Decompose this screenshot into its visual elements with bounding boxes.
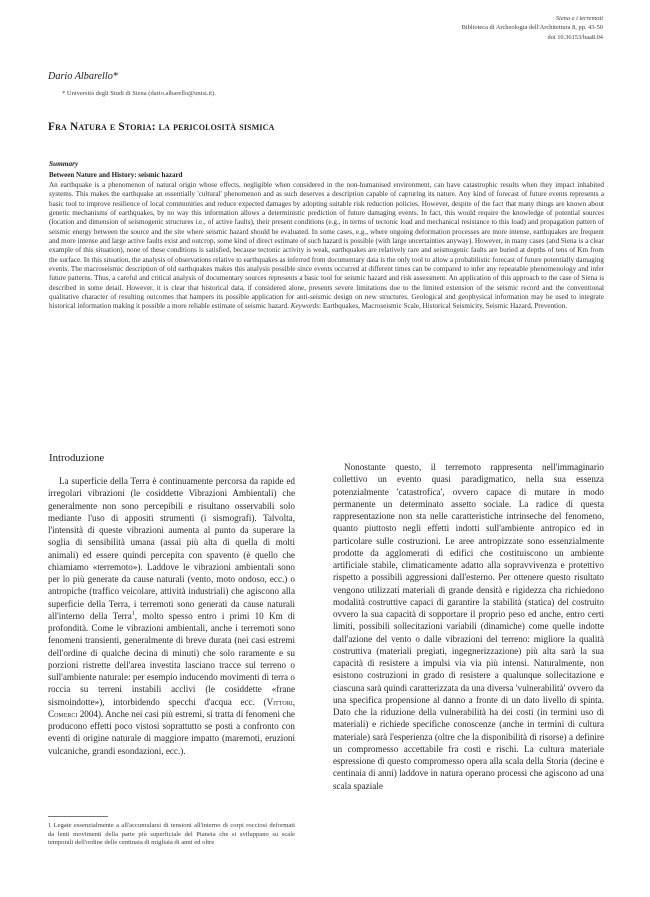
- summary-subtitle: Between Nature and History: seismic hazard: [49, 171, 183, 179]
- doi: doi 10.36153/baa8.04: [547, 33, 603, 41]
- paragraph: Nonostante questo, il terremoto rappresenta nell'immaginario collettivo un evento quasi paradigmatico, nella sua essenza potenzialmente 'catastrofica', ovvero capace di mutare in modo permanente un determinato assetto sociale. La radice di questa rappresentazione non sta nelle caratteristiche intrinseche del fenomeno, quanto piuttosto negli effetti indotti sull'ambiente antropico ed in particolare sulle costruzioni. Le aree antropizzate sono essenzialmente prodotte da agglomerati di edifici che costituiscono un ambiente artificiale stabile, climaticamente adatto alla sopravvivenza e protettivo rispetto a possibili aggressioni dall'esterno. Per ottenere questo risultato vengono utilizzati materiali di grande densità e rigidezza cha richiedono modalità costruttive capaci di garantire la stabilità (statica) del costruito ovvero la sua capacità di sopportare il proprio peso ed anche, entro certi limiti, possibili sollecitazioni variabili (dinamiche) come quelle indotte dall'azione del vento o dalle vibrazioni del terreno: migliore la qualità costruttiva (materiali pregiati, ingegnerizzazione) più alta sarà la sua capacità di resistere a impulsi via via più intensi. Naturalmente, non esistono costruzioni in grado di resistere a qualunque sollecitazione e ciascuna sarà quindi caratterizzata da una diversa 'vulnerabilità' ovvero da una specifica propensione al danno a fronte di un dato livello di spinta. Dato che la riduzione della vulnerabilità ha dei costi (in termini uso di materiali) e richiede specifiche conoscenze (anche in termini di cultura materiale) sarà l'esperienza (oltre che la disponibilità di risorse) a definire un compromesso accettabile fra costi e rischi. La cultura materiale espressione di questo compromesso opera alla scala della Storia (decine e centinaia di anni) laddove in natura operano processi che agiscono ad una scala spaziale: [333, 462, 604, 791]
- author-name: Dario Albarello*: [48, 71, 118, 82]
- summary-heading: Summary: [49, 159, 79, 168]
- paragraph-text: 2004). Anche nei casi più estremi, si tratta di fenomeni che producono effetti poco vistosi soprattutto se posti a confronto con eventi di origine naturale di maggiore impatto (maremoti, eruzioni vulcaniche, grandi esondazioni, ecc.).: [48, 708, 295, 756]
- series-title: Siena e i terremoti: [555, 15, 603, 22]
- right-column: [333, 461, 604, 792]
- journal-citation: Biblioteca di Archeologia dell'Architettura 8, pp. 43-50: [461, 24, 603, 32]
- running-header: [462, 14, 603, 42]
- footnote: 1 Legate essenzialmente a all'accumularsi di tensioni all'interno di corpi rocciosi deformati da lenti movimenti della parte più superficiale del Pianeta che si sviluppano su scale temporali dell'ordine delle centinaia di migliaia di anni ed oltre: [48, 822, 295, 847]
- paragraph-text: La superficie della Terra è continuamente percorsa da rapide ed irregolari vibrazioni (le cosiddette Vibrazioni Ambientali) che generalmente non sono percepibili e risultano osservabili solo mediante l'uso di appositi strumenti (i sismografi). Talvolta, l'intensità di queste vibrazioni aumenta al punto da superare la soglia di sensibilità umana (assai più alta di quella di molti animali) ed essere quindi percepita con spavento (è quello che chiamiamo «terremoto»). Laddove le vibrazioni ambientali sono per lo più generate da cause naturali (vento, moto ondoso, ecc.) o antropiche (traffico veicolare, attività industriali) che agiscono alla superficie della Terra, i terremoti sono generati da cause naturali all'interno della Terra: [48, 476, 295, 621]
- citation: Vittori, Comerci: [48, 696, 295, 719]
- left-column: [48, 475, 295, 757]
- keywords: : Earthquakes, Macroseismic Scale, Historical Seismicity, Seismic Hazard, Prevention.: [319, 302, 568, 311]
- footnote-rule: [48, 816, 108, 817]
- abstract: [49, 181, 604, 312]
- abstract-text: An earthquake is a phenomenon of natural origin whose effects, negligible when considered in the non-humanised environment, can have catastrophic results when they impact inhabited systems. This makes the earthquake an essentially 'cultural' phenomenon and as such deserves a description capable of capturing its nature. Any kind of forecast of future events represents a basic tool to improve resilience of local communities and reduce expected damages by adopting suitable risk reduction policies. However, despite of the fact that many things are known about genetic mechanisms of earthquakes, by no way this information allows a deterministic prediction of future damaging events. In fact, this would require the knowledge of potential sources (location and dimension of seismogenic structures i.e., of active faults), their present conditions (e.g., in terms of tectonic load and mechanical resistance to this load) and propagation pattern of seismic energy between the source and the site where seismic hazard should be evaluated. In some cases, e.g., where ongoing deformation processes are more intense, earthquakes are frequent and more intense and large active faults exist and outcrop, some kind of direct estimate of such hazard is possible (with large uncertainties anyway). However, in many cases (and Siena is a clear example of this situation), none of these conditions is satisfied, because tectonic activity is weak, earthquakes are relatively rare and seismogenic faults are buried at depths of tens of Km from the surface. In this situation, the analysis of observations relative to earthquakes as inferred from documentary data is the only tool to allow a probabilistic forecast of future potentially damaging events. The macroseismic description of old earthquakes makes this analysis possible since events occurred at different times can be compared to infer any repeatable phenomenology and infer future patterns. Thus, a careful and critical analysis of documentary sources represents a basic tool for seismic hazard and risk assessment. An application of this approach to the case of Siena is described in some detail. However, it is clear that historical data, if considered alone, presents severe limitations due to the limited extension of the seismic record and the conventional qualitative character of resulting outcomes that hampers its possible application for anti-seismic design on new structures. Geological and geophysical information may be used to integrate historical information making it possible a more reliable estimate of seismic hazard.: [49, 181, 604, 311]
- paragraph: [48, 475, 295, 757]
- paragraph-text: , molto spesso entro i primi 10 Km di profondità. Come le vibrazioni ambientali, anche i terremoti sono fenomeni transienti, generalmente di breve durata (nei casi estremi dell'ordine di qualche decina di minuti) che solo raramente e su porzioni ristrette dell'area investita lasciano tracce sul terreno o sull'ambiente naturale: per esempio inducendo movimenti di terra o roccia su terreni instabili acclivi (le cosiddette «frane sismoindotte»), intorbidendo specchi d'acqua ecc. (: [48, 610, 295, 707]
- article-title: Fra Natura e Storia: la pericolosità sismica: [48, 121, 275, 133]
- footnote-marker: 1: [131, 610, 135, 617]
- author-affiliation: * Università degli Studi di Siena (dario.albarello@unisi.it).: [62, 90, 216, 97]
- section-heading: Introduzione: [49, 452, 105, 464]
- keywords-label: Keywords: [290, 302, 320, 311]
